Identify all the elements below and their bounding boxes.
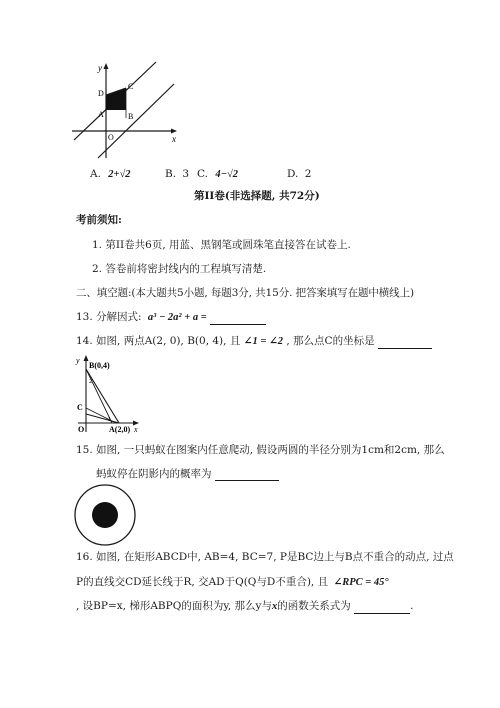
fig2-label-x: x — [134, 425, 138, 434]
notice-item-1: 1. 第II卷共6页, 用蓝、黑钢笔或圆珠笔直接答在试卷上. — [92, 239, 351, 251]
option-b-label: B. — [165, 168, 177, 180]
section-title: 第II卷(非选择题, 共72分) — [194, 190, 320, 202]
q16-line-3-text: , 设BP=x, 梯形ABPQ的面积为y, 那么y与 — [76, 600, 272, 612]
fig2-label-B: B(0,4) — [89, 361, 110, 370]
q13-expression: a³ − 2a² + a = — [147, 312, 207, 323]
y-axis-arrow — [104, 63, 109, 69]
q15-line-2-text: 蚂蚁停在阴影内的概率为 — [96, 468, 212, 480]
q16-answer-blank[interactable] — [354, 613, 410, 614]
fig2-label-1: 1 — [108, 417, 111, 423]
option-d-value: 2 — [304, 168, 312, 180]
concentric-circles-figure — [73, 483, 137, 547]
q14-text-before: 14. 如图, 两点A(2, 0), B(0, 4), 且 — [76, 335, 241, 347]
fig2-label-O: O — [78, 425, 85, 434]
q14-text-after: , 那么点C的坐标是 — [286, 335, 375, 347]
label-y: y — [98, 63, 102, 73]
fig2-label-2: 2 — [89, 379, 92, 385]
question-16-line-1: 16. 如图, 在矩形ABCD中, AB=4, BC=7, P是BC边上与B点不重合的动点, 过点 — [76, 551, 454, 563]
option-c-value: 4−√2 — [215, 169, 238, 180]
label-x: x — [172, 134, 176, 144]
q13-answer-blank[interactable] — [210, 324, 266, 325]
label-A: A — [98, 110, 104, 119]
q16-line-3-end: . — [410, 600, 414, 612]
fig2-label-A: A(2,0) — [109, 425, 131, 434]
option-d-label: D. — [287, 168, 299, 180]
label-C: C — [128, 82, 134, 91]
q16-line-3-tail: 的函数关系式为 — [277, 600, 351, 612]
q10-options — [90, 167, 131, 182]
question-13 — [76, 310, 266, 325]
option-a-value: 2+√2 — [108, 169, 131, 180]
inner-shaded-circle — [92, 502, 118, 528]
q16-variable-x: x — [271, 601, 278, 612]
q15-answer-blank[interactable] — [215, 480, 279, 481]
question-16-line-3 — [76, 599, 413, 614]
question-15-line-2 — [96, 467, 279, 481]
question-14 — [76, 334, 432, 349]
fig2-label-C: C — [77, 403, 83, 412]
fig2-label-y: y — [76, 356, 80, 365]
label-B: B — [128, 112, 134, 121]
x-axis-arrow — [171, 129, 177, 134]
label-D: D — [98, 89, 104, 98]
option-b-value: 3 — [182, 168, 190, 180]
notice-heading: 考前须知: — [76, 214, 122, 226]
notice-item-2: 2. 答卷前将密封线内的工程填写清楚. — [92, 263, 267, 275]
question-15-line-1: 15. 如图, 一只蚂蚁在图案内任意爬动, 假设两圆的半径分别为1cm和2cm, 那么 — [76, 444, 445, 456]
question-16-line-2 — [76, 575, 389, 590]
q14-angle-expression: ∠1 = ∠2 — [243, 336, 284, 347]
label-O: O — [108, 133, 114, 142]
q16-angle-expression: ∠RPC = 45° — [333, 577, 389, 588]
option-c-label: C. — [197, 168, 208, 180]
parallelogram-figure — [68, 58, 180, 162]
q14-answer-blank[interactable] — [378, 348, 432, 349]
triangle-figure — [72, 352, 142, 434]
part2-heading: 二、填空题:(本大题共5小题, 每题3分, 共15分. 把答案填写在题中横线上) — [76, 287, 414, 299]
option-a-label: A. — [90, 168, 101, 180]
q13-text: 13. 分解因式: — [76, 311, 142, 323]
q16-line-2-text: P的直线交CD延长线于R, 交AD于Q(Q与D不重合), 且 — [76, 576, 329, 588]
